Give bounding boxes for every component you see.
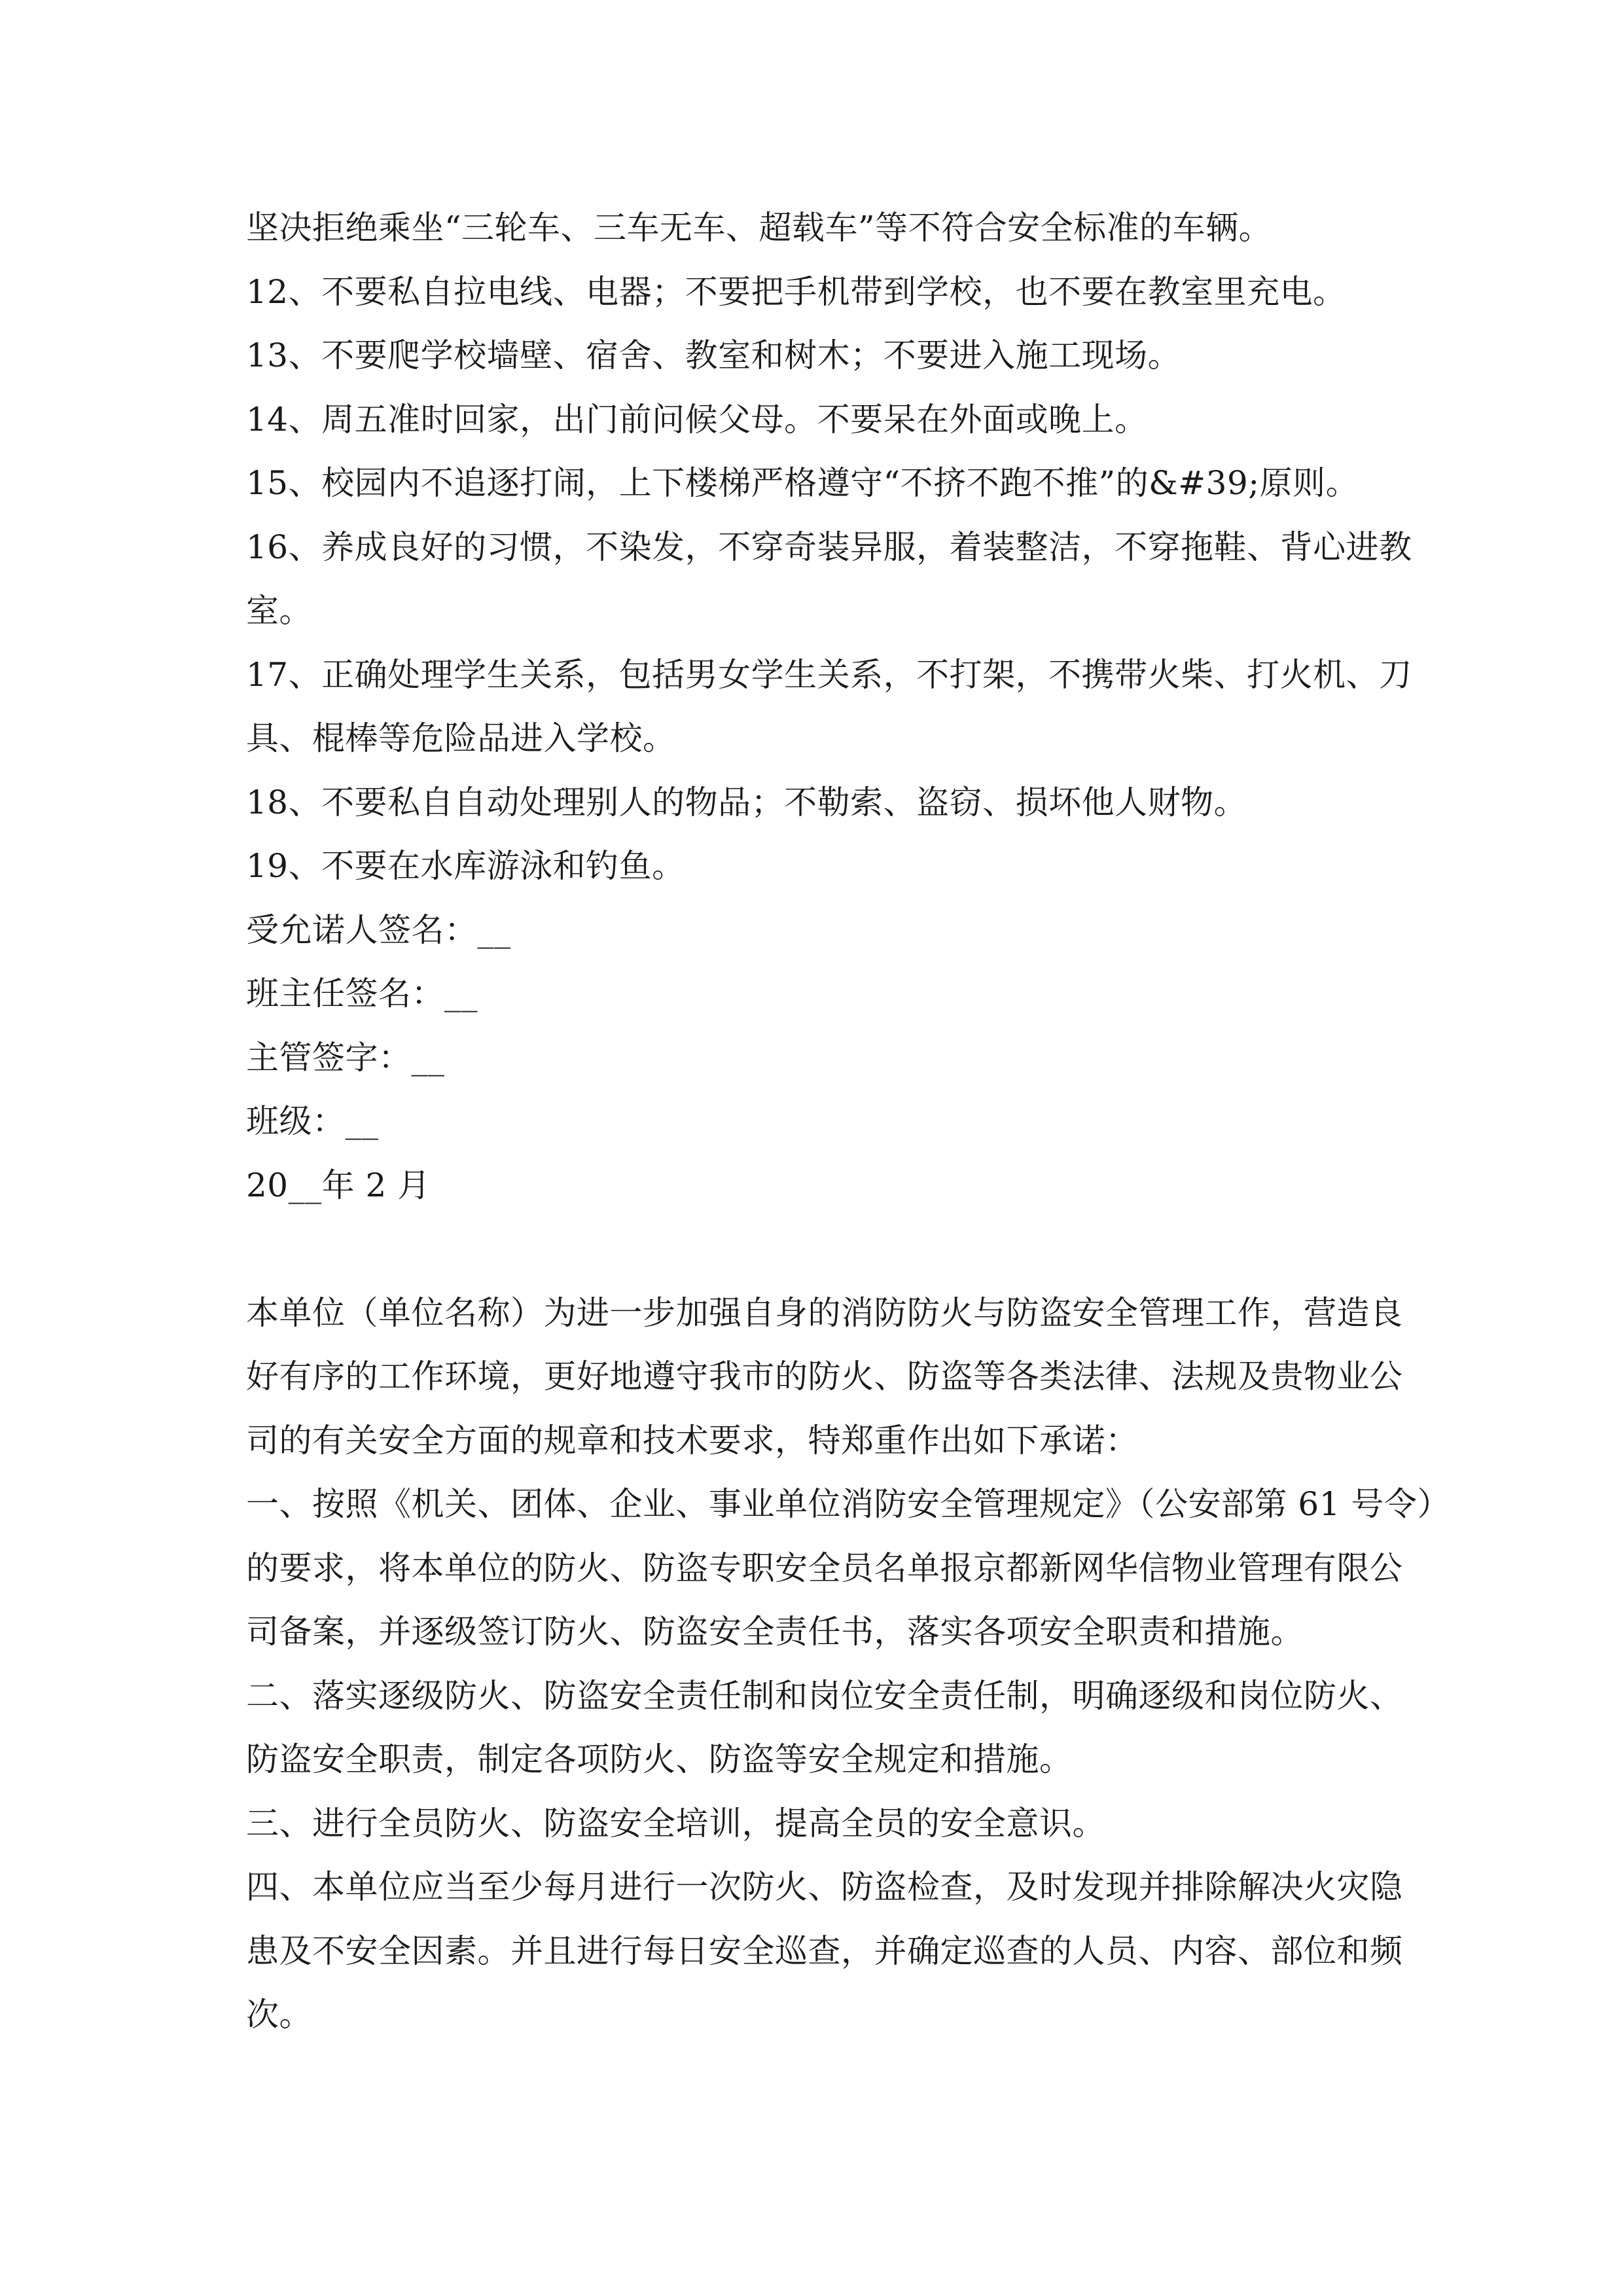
text-line: 14、周五准时回家，出门前问候父母。不要呆在外面或晚上。 <box>246 400 1148 439</box>
signature-head-teacher: 班主任签名：__ <box>246 975 478 1013</box>
text-line: 坚决拒绝乘坐“三轮车、三车无车、超载车”等不符合安全标准的车辆。 <box>246 209 1272 247</box>
text-line: 室。 <box>246 592 312 630</box>
text-line: 的要求，将本单位的防火、防盗专职安全员名单报京都新网华信物业管理有限公 <box>246 1549 1403 1587</box>
text-line: 17、正确处理学生关系，包括男女学生关系，不打架，不携带火柴、打火机、刀 <box>246 655 1412 694</box>
document-body <box>246 196 1450 2047</box>
signature-promisee: 受允诺人签名：__ <box>246 910 511 949</box>
text-line: 四、本单位应当至少每月进行一次防火、防盗检查，及时发现并排除解决火灾隐 <box>246 1868 1403 1906</box>
text-line: 三、进行全员防火、防盗安全培训，提高全员的安全意识。 <box>246 1804 1105 1842</box>
text-line: 司的有关安全方面的规章和技术要求，特郑重作出如下承诺： <box>246 1421 1139 1460</box>
text-line: 15、校园内不追逐打闹，上下楼梯严格遵守“不挤不跑不推”的&#39;原则。 <box>246 464 1359 502</box>
section-gap <box>246 1217 1385 1282</box>
class-field: 班级：__ <box>246 1102 379 1140</box>
text-line: 16、养成良好的习惯，不染发，不穿奇装异服，着装整洁，不穿拖鞋、背心进教 <box>246 528 1412 566</box>
date-line: 20__年 2 月 <box>246 1166 431 1204</box>
text-line: 二、落实逐级防火、防盗安全责任制和岗位安全责任制，明确逐级和岗位防火、 <box>246 1676 1403 1715</box>
text-line: 患及不安全因素。并且进行每日安全巡查，并确定巡查的人员、内容、部位和频 <box>246 1931 1403 1970</box>
signature-supervisor: 主管签字：__ <box>246 1038 445 1077</box>
text-line: 18、不要私自自动处理别人的物品；不勒索、盗窃、损坏他人财物。 <box>246 783 1247 821</box>
text-line: 防盗安全职责，制定各项防火、防盗等安全规定和措施。 <box>246 1740 1073 1778</box>
text-line: 具、棍棒等危险品进入学校。 <box>246 719 676 757</box>
text-line: 13、不要爬学校墙壁、宿舍、教室和树木；不要进入施工现场。 <box>246 336 1181 374</box>
text-line: 本单位（单位名称）为进一步加强自身的消防防火与防盗安全管理工作，营造良 <box>246 1293 1403 1332</box>
text-line: 12、不要私自拉电线、电器；不要把手机带到学校，也不要在教室里充电。 <box>246 272 1346 311</box>
text-line: 好有序的工作环境，更好地遵守我市的防火、防盗等各类法律、法规及贵物业公 <box>246 1357 1403 1395</box>
text-line: 19、不要在水库游泳和钓鱼。 <box>246 847 685 885</box>
text-line: 次。 <box>246 1996 312 2034</box>
text-line: 司备案，并逐级签订防火、防盗安全责任书，落实各项安全职责和措施。 <box>246 1613 1304 1651</box>
text-line: 一、按照《机关、团体、企业、事业单位消防安全管理规定》（公安部第 61 号令） <box>246 1485 1450 1523</box>
